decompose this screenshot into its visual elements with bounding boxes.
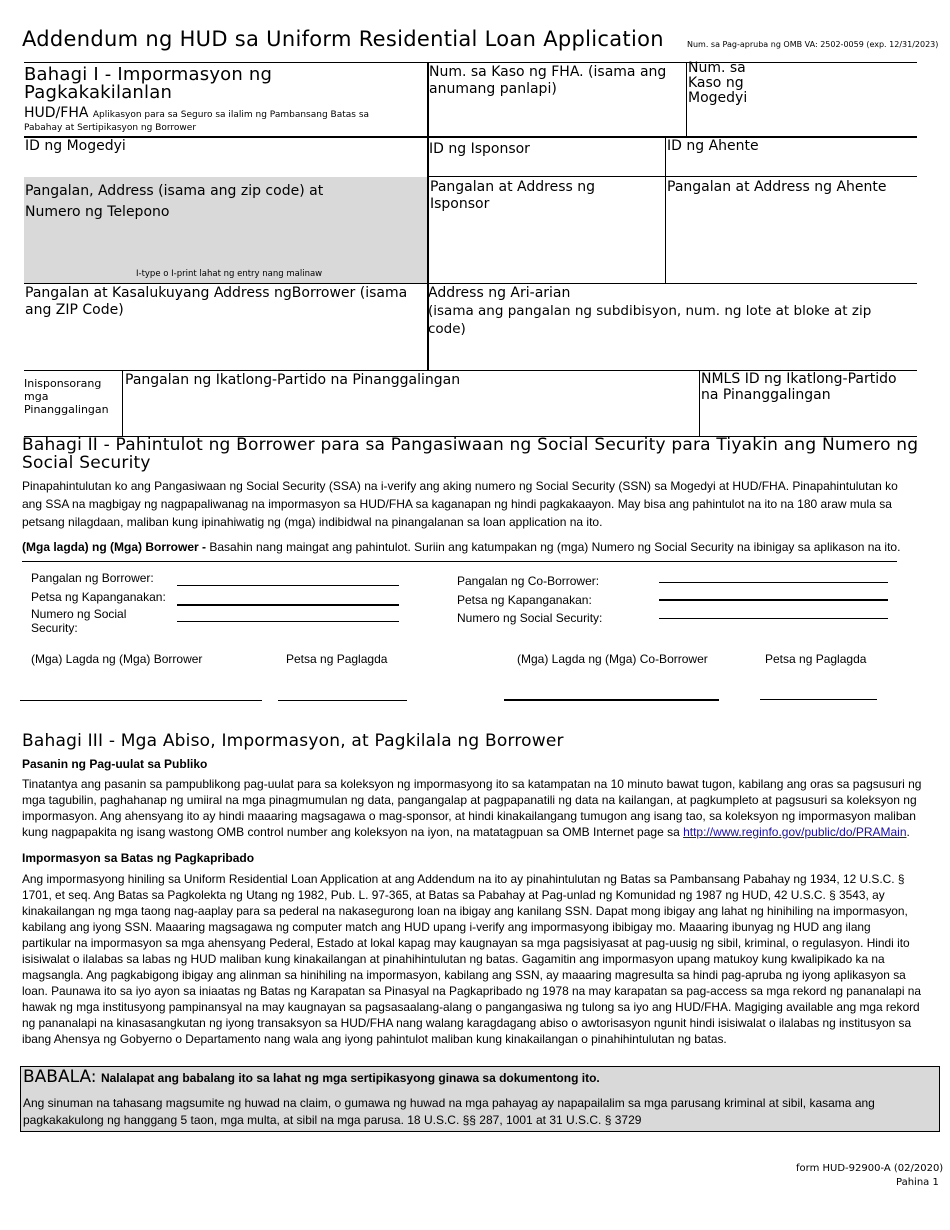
borrower-date-label: Petsa ng Paglagda: [286, 652, 388, 666]
rule: [122, 370, 123, 436]
page-title: Addendum ng HUD sa Uniform Residential Loan Application: [22, 27, 664, 51]
pra-link[interactable]: http://www.reginfo.gov/public/do/PRAMain: [683, 825, 907, 839]
coborrower-ssn-input[interactable]: [659, 618, 888, 619]
fha-case-number[interactable]: Num. sa Kaso ng FHA. (isama ang anumang panlapi): [429, 64, 667, 97]
omb-number: Num. sa Pag-apruba ng OMB VA: 2502-0059 (exp. 12/31/2023): [687, 40, 939, 49]
agent-name-address[interactable]: Pangalan at Address ng Ahente: [667, 179, 887, 195]
warning-text: Ang sinuman na tahasang magsumite ng huwad na claim, o gumawa ng huwad na mga pahayag ay napapailalim sa mga parusang kriminal at sibil, kasama ang pagkakakulong ng hanggang 5 taon, mga multa, at sibil na mga parusa. 18 U.S.C. §§ 287, 1001 at 31 U.S.C. § 3729: [23, 1096, 875, 1127]
coborrower-dob-label: Petsa ng Kapanganakan:: [457, 593, 592, 607]
rule: [665, 137, 666, 283]
type-note: I-type o I-print lahat ng entry nang malinaw: [136, 269, 323, 279]
rule: [24, 283, 917, 284]
rule: [24, 136, 917, 138]
coborrower-signature-label: (Mga) Lagda ng (Mga) Co-Borrower: [517, 652, 708, 666]
sig-note-bold: (Mga lagda) ng (Mga) Borrower -: [22, 540, 210, 554]
burden-body: Tinatantya ang pasanin sa pampublikong pag-uulat para sa koleksyon ng impormasyong ito sa katampatan na 10 minuto bawat tugon, kabilang ang oras sa pagsusuri ng mga tagubilin, paghahanap ng umiiral na mga pinagmumulan ng data, pangangalap at pagpapanatili ng data na kailangan, at pagkumpleto at pagsusuri sa koleksyon ng impormasyon. Ang ahensyang ito ay hindi maaaring magsagawa o mag-sponsor, at hindi kinakailangang tumugon ang isang tao, sa koleksyon ng impormasyon maliban kung nagpapakita ng isang wastong OMB control number ang koleksyon na iyon, na matatagpuan sa OMB Internet page sa: [22, 777, 922, 839]
part3-heading: Bahagi III - Mga Abiso, Impormasyon, at Pagkilala ng Borrower: [22, 731, 564, 751]
part2-heading: Bahagi II - Pahintulot ng Borrower para sa Pangasiwaan ng Social Security para Tiyakin ang Numero ng Social Security: [22, 435, 919, 473]
rule: [428, 176, 917, 177]
form-number: form HUD-92900-A (02/2020): [796, 1163, 944, 1174]
borrower-dob-label: Petsa ng Kapanganakan:: [31, 590, 166, 604]
hud-fha-label: HUD/FHA: [24, 105, 89, 121]
part1-sub-b: Aplikasyon para sa Seguro sa ilalim ng Pambansang Batas sa: [92, 110, 370, 120]
warning-label: BABALA:: [23, 1067, 97, 1087]
warning-bold: Nalalapat ang babalang ito sa lahat ng mga sertipikasyong ginawa sa dokumentong ito.: [100, 1071, 600, 1085]
borrower-dob-input[interactable]: [177, 604, 399, 606]
coborrower-name-input[interactable]: [659, 582, 888, 583]
part1-sub-c: Pabahay at Sertipikasyon ng Borrower: [24, 123, 197, 133]
borrower-name-label: Pangalan ng Borrower:: [31, 571, 154, 585]
borrower-date-input[interactable]: [278, 700, 407, 701]
rule: [24, 62, 917, 63]
burden-end: .: [906, 825, 910, 839]
sponsored-originations: Inisponsorang mga Pinanggalingan: [24, 377, 109, 416]
borrower-signature-label: (Mga) Lagda ng (Mga) Borrower: [31, 652, 203, 666]
privacy-text: Ang impormasyong hiniling sa Uniform Residential Loan Application at ang Addendum na ito ay pinahintulutan ng Batas sa Pambansang Pabahay ng 1934, 12 U.S.C. § 1701, et seq. Ang Batas sa Pagkolekta ng Utang ng 1982, Pub. L. 97-365, at Batas sa Pabahay at Pag-unlad ng Komunidad ng 1987 ng HUD, 42 U.S.C. § 3543, ay kinakailangan ng mga taong nag-aaplay para sa pederal na nakasegurong loan na ibigay ang kanilang SSN. Dapat mong ibigay ang lahat ng hinihiling na impormasyon, kabilang ang iyong SSN. Maaaring magsagawa ng computer match ang HUD upang i-verify ang impormasyong ibibigay mo. Maaaring ibunyag ng HUD ang ilang partikular na impormasyon sa mga ahensyang Pederal, Estado at lokal kapag may kaugnayan sa mga pagsisiyasat at pag-uusig ng sibil, kriminal, o regulasyon. Hindi ito isisiwalat o ilalabas sa labas ng HUD maliban kung kinakailangan at pinahihintulutan ng batas. Gagamitin ang impormasyon upang matukoy kung kwalipikado ka na magsangla. Ang pagkabigong ibigay ang alinman sa hinihiling na impormasyon, kabilang ang SSN, ay maaaring magresulta sa hindi pag-apruba ng iyong aplikasyon sa loan. Paunawa ito sa iyo ayon sa iniaatas ng Batas ng Karapatan sa Pinasyal na Pagkapribado ng 1978 na may karapatan sa pag-access sa mga rekord ng pananalapi na hawak ng mga institusyong pampinansyal na may kaugnayan sa pagsasaalang-alang o pangangasiwa ng tulong sa iyo ang HUD/FHA. Magiging available ang mga rekord ng pananalapi na kinasasangkutan ng iyong transaksyon sa HUD/FHA nang walang karagdagang abiso o awtorisasyon ngunit hindi isisiwalat o ilalabas ng institusyon sa ibang Ahensya ng Gobyerno o Departamento nang wala ang iyong pahintulot maliban kung kinakailangan o pinahihintulutan ng batas.: [22, 872, 922, 1046]
property-address[interactable]: [428, 285, 908, 338]
part1-heading: Bahagi I - Impormasyon ng Pagkakakilanlan: [24, 64, 273, 103]
rule: [699, 370, 700, 436]
part2-consent: Pinapahintulutan ko ang Pangasiwaan ng Social Security (SSA) na i-verify ang aking numero ng Social Security (SSN) sa Mogedyi at HUD/FHA. Pinapahintulutan ko ang SSA na magbigay ng nagpapaliwanag na impormasyon sa HUD/FHA sa kaganapan ng hindi pagkakaayon. May bisa ang pahintulot na ito na 180 araw mula sa petsang nilagdaan, maliban kung ipinahiwatig ng (mga) indibidwal na pinangalanan sa loan application na ito.: [22, 479, 898, 529]
nmls-id[interactable]: NMLS ID ng Ikatlong-Partido na Pinanggalingan: [701, 371, 897, 403]
third-party-name[interactable]: Pangalan ng Ikatlong-Partido na Pinanggalingan: [125, 372, 461, 388]
part2-sig-note: [22, 540, 922, 554]
sponsor-name-address[interactable]: Pangalan at Address ng Isponsor: [430, 179, 596, 212]
property-address-title: Address ng Ari-arian: [428, 285, 571, 301]
lender-name-address: Pangalan, Address (isama ang zip code) at Numero ng Telepono: [25, 183, 324, 220]
borrower-name-input[interactable]: [177, 585, 399, 586]
property-address-note: (isama ang pangalan ng subdibisyon, num. ng lote at bloke at zip code): [428, 303, 872, 337]
lender-id[interactable]: ID ng Mogedyi: [25, 138, 126, 154]
borrower-ssn-input[interactable]: [177, 621, 399, 622]
burden-title: Pasanin ng Pag-uulat sa Publiko: [22, 757, 208, 771]
rule: [22, 561, 897, 562]
rule: [686, 62, 687, 137]
lender-info-box[interactable]: [24, 177, 427, 283]
page-number: Pahina 1: [896, 1177, 939, 1188]
coborrower-dob-input[interactable]: [659, 599, 888, 601]
borrower-current-address[interactable]: Pangalan at Kasalukuyang Address ngBorrower (isama ang ZIP Code): [25, 285, 408, 318]
coborrower-signature-input[interactable]: [504, 699, 719, 701]
coborrower-date-input[interactable]: [760, 699, 877, 700]
coborrower-name-label: Pangalan ng Co-Borrower:: [457, 574, 600, 588]
agent-id[interactable]: ID ng Ahente: [667, 138, 759, 154]
sig-note-text: Basahin nang maingat ang pahintulot. Suriin ang katumpakan ng (mga) Numero ng Social Security na ibinigay sa aplikason na ito.: [209, 540, 901, 554]
part1-header: [24, 66, 424, 134]
privacy-title: Impormasyon sa Batas ng Pagkapribado: [22, 851, 255, 865]
borrower-signature-input[interactable]: [20, 700, 262, 701]
coborrower-date-label: Petsa ng Paglagda: [765, 652, 867, 666]
warning-box: [20, 1066, 940, 1132]
lender-case-number[interactable]: Num. sa Kaso ng Mogedyi: [688, 60, 748, 106]
burden-text: [22, 776, 922, 840]
coborrower-ssn-label: Numero ng Social Security:: [457, 611, 603, 625]
borrower-ssn-label: Numero ng Social Security:: [31, 607, 127, 635]
sponsor-id[interactable]: ID ng Isponsor: [429, 141, 530, 157]
